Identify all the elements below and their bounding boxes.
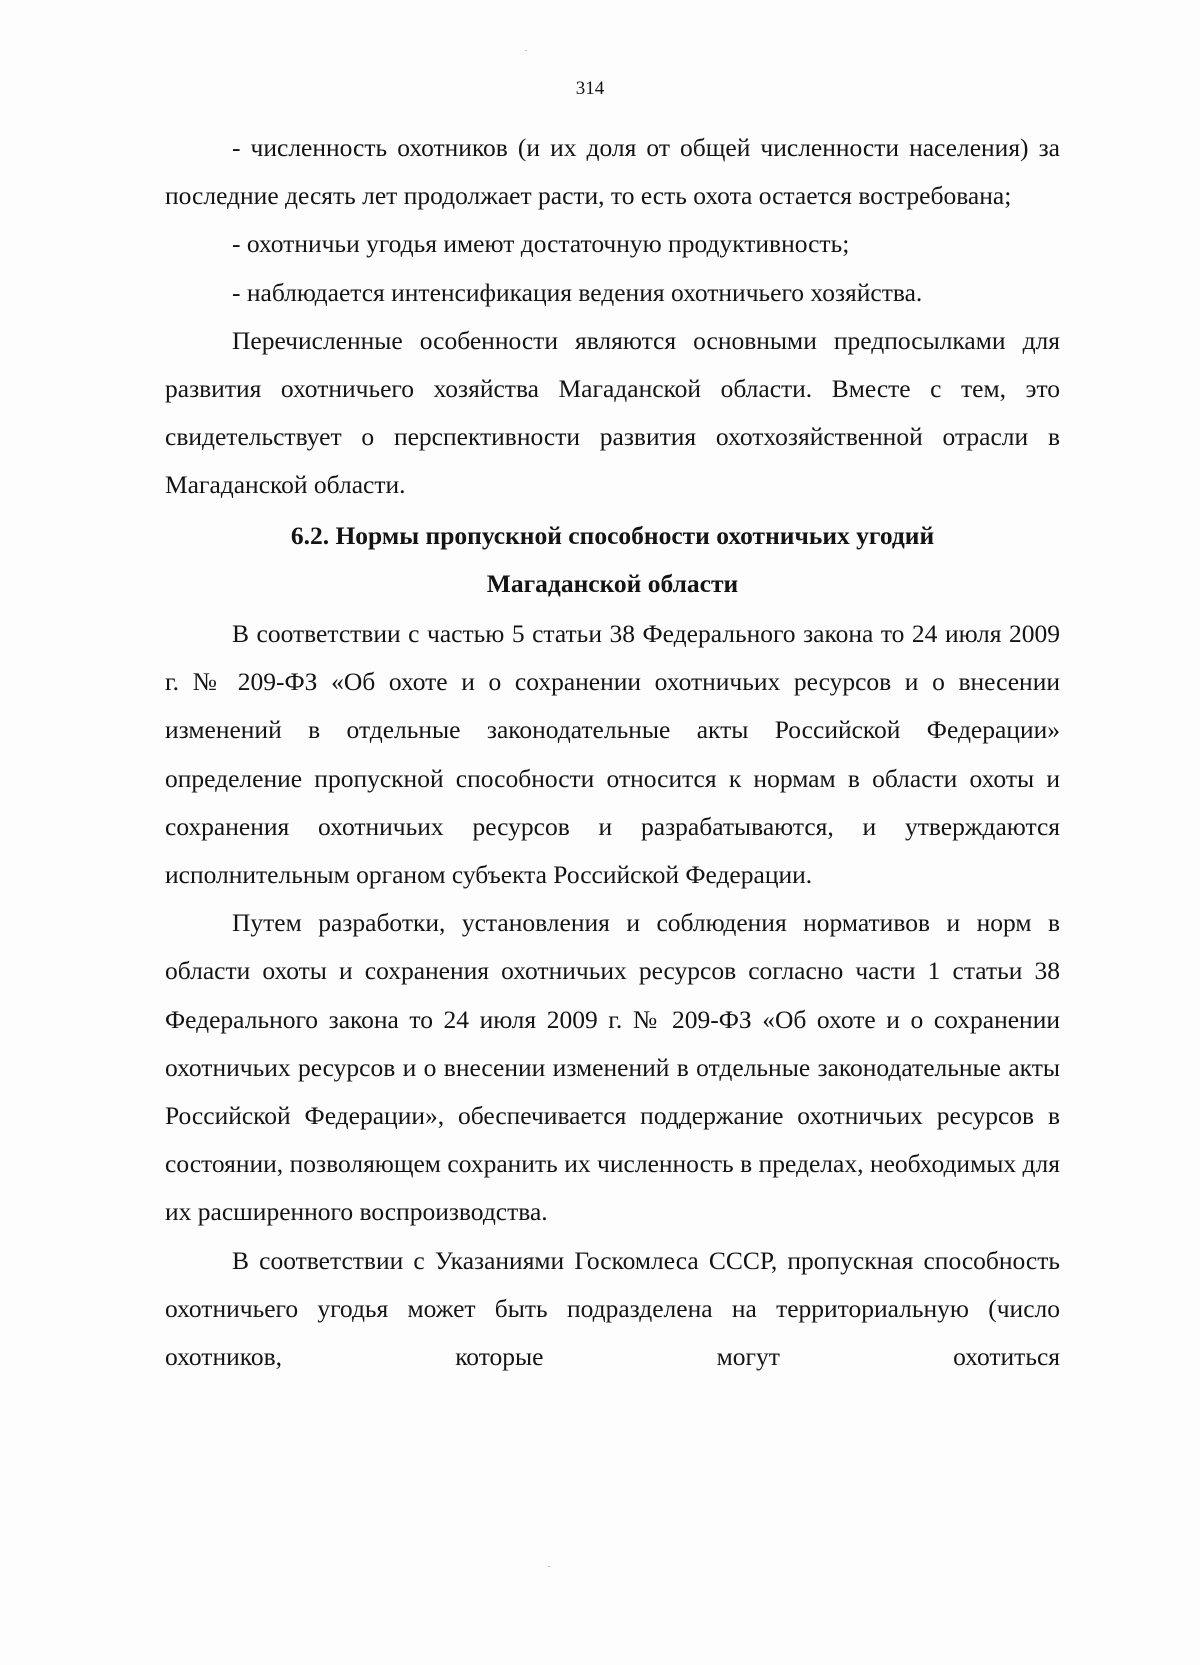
scan-speck	[548, 1566, 550, 1567]
section-heading-line2: Магаданской области	[486, 568, 739, 598]
document-body	[165, 124, 1060, 1381]
bullet-intensification: - наблюдается интенсификация ведения охотничьего хозяйства.	[232, 277, 923, 307]
page-number: 314	[575, 78, 605, 99]
paragraph-goskomles: В соответствии с Указаниями Госкомлеса СССР, пропускная способность охотничьего угодья может быть подразделена на территориальную (число охотников, которые могут охотиться	[165, 1245, 1060, 1372]
paragraph-prerequisites: Перечисленные особенности являются основными предпосылками для развития охотничьего хозяйства Магаданской области. Вместе с тем, это свидетельствует о перспективности развития охотхозяйственной отрасли в Магаданской области.	[165, 325, 1060, 500]
paragraph-norms: Путем разработки, установления и соблюдения нормативов и норм в области охоты и сохранения охотничьих ресурсов согласно части 1 статьи 38 Федерального закона то 24 июля 2009 г. № 209-ФЗ «Об охоте и о сохранении охотничьих ресурсов и о внесении изменений в отдельные законодательные акты Российской Федерации», обеспечивается поддержание охотничьих ресурсов в состоянии, позволяющем сохранить их численность в пределах, необходимых для их расширенного воспроизводства.	[165, 908, 1060, 1227]
section-heading	[165, 512, 1060, 608]
scan-speck	[525, 50, 527, 51]
bullet-hunters-count: - численность охотников (и их доля от общей численности населения) за последние десять лет продолжает расти, то есть охота остается востребована;	[165, 133, 1060, 211]
section-heading-line1: 6.2. Нормы пропускной способности охотничьих угодий	[290, 520, 935, 550]
paragraph-federal-law: В соответствии с частью 5 статьи 38 Федерального закона то 24 июля 2009 г. № 209-ФЗ «Об охоте и о сохранении охотничьих ресурсов и о внесении изменений в отдельные законодательные акты Российской Федерации» определение пропускной способности относится к нормам в области охоты и сохранения охотничьих ресурсов и разрабатываются, и утверждаются исполнительным органом субъекта Российской Федерации.	[165, 619, 1060, 890]
bullet-productivity: - охотничьи угодья имеют достаточную продуктивность;	[232, 229, 850, 259]
